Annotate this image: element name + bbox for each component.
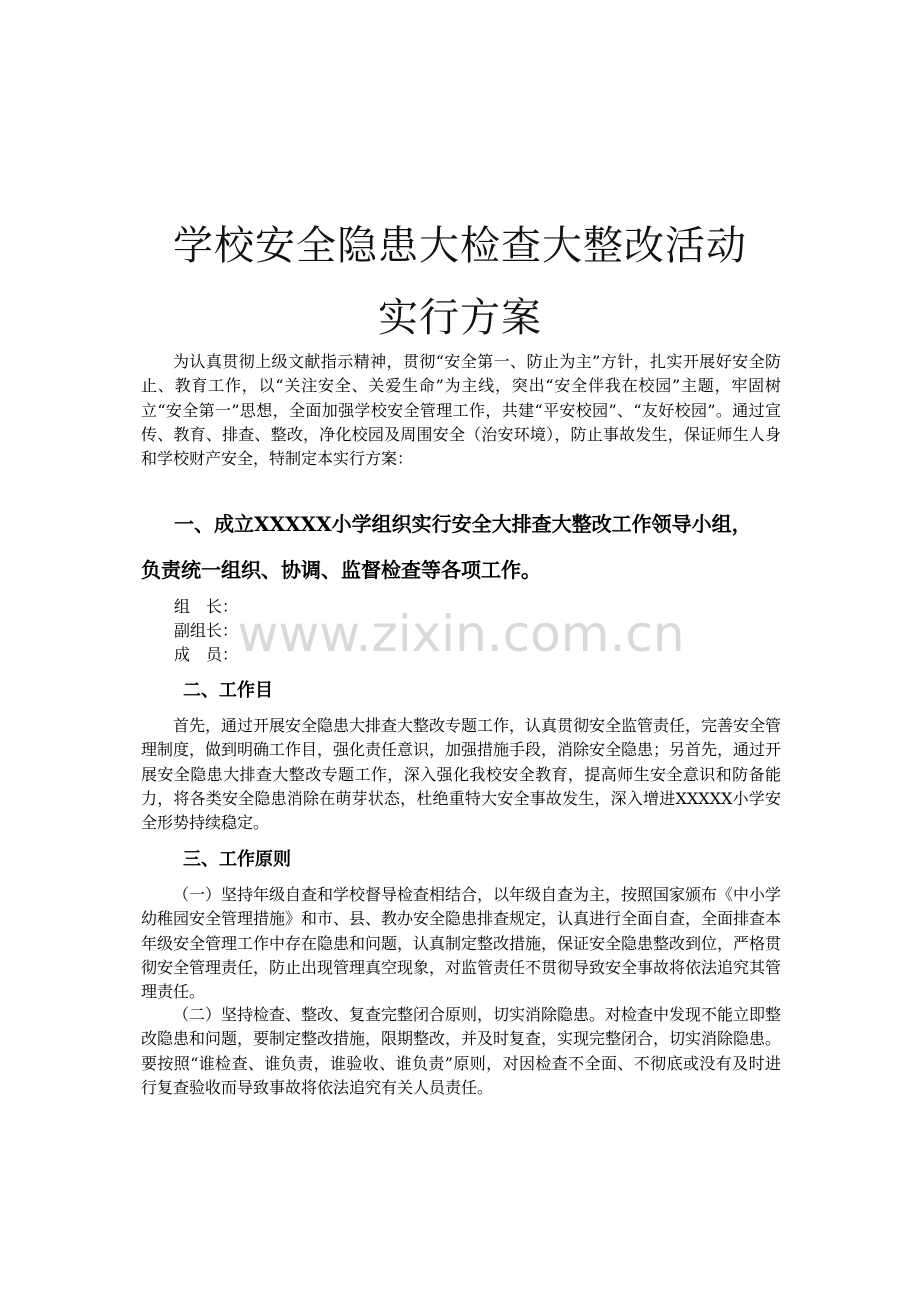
member-members: 成 员： [174, 645, 239, 664]
section2-heading: 二、工作目 [183, 680, 273, 701]
document-title-line2: 实行方案 [378, 295, 542, 341]
section1-heading-line1: 一、成立XXXXX小学组织实行安全大排查大整改工作领导小组， [174, 512, 752, 536]
section1-heading-line2: 负责统一组织、协调、监督检查等各项工作。 [141, 558, 541, 582]
intro-paragraph: 为认真贯彻上级文献指示精神，贯彻“安全第一、防止为主”方针，扎实开展好安全防止、教育工作，以“关注安全、关爱生命”为主线，突出“安全伴我在校园”主题，牢固树立“安全第一”思想，全面加强学校安全管理工作，共建“平安校园”、“友好校园”。通过宣传、教育、排查、整改，净化校园及周围安全（治安环境），防止事故发生，保证师生人身和学校财产安全，特制定本实行方案： [141, 352, 781, 469]
section3-heading: 三、工作原则 [183, 849, 291, 870]
watermark: www.zixin.com.cn [237, 605, 685, 663]
principle1-paragraph: （一）坚持年级自查和学校督导检查相结合，以年级自查为主，按照国家颁布《中小学幼稚园安全管理措施》和市、县、教办安全隐患排查规定，认真进行全面自查，全面排查本年级安全管理工作中存在隐患和问题，认真制定整改措施，保证安全隐患整改到位，严格贯彻安全管理责任，防止出现管理真空现象，对监管责任不贯彻导致安全事故将依法追究其管理责任。 [141, 885, 782, 1002]
member-leader: 组 长： [174, 597, 239, 616]
section2-paragraph: 首先，通过开展安全隐患大排查大整改专题工作，认真贯彻安全监管责任，完善安全管理制度，做到明确工作目，强化责任意识，加强措施手段，消除安全隐患；另首先，通过开展安全隐患大排查大整改专题工作，深入强化我校安全教育，提高师生安全意识和防备能力，将各类安全隐患消除在萌芽状态，杜绝重特大安全事故发生，深入增进XXXXX小学安全形势持续稳定。 [141, 716, 782, 833]
principle2-paragraph: （二）坚持检查、整改、复查完整闭合原则，切实消除隐患。对检查中发现不能立即整改隐患和问题，要制定整改措施，限期整改，并及时复查，实现完整闭合，切实消除隐患。要按照“谁检查、谁负责，谁验收、谁负责”原则，对因检查不全面、不彻底或没有及时进行复查验收而导致事故将依法追究有关人员责任。 [141, 1005, 782, 1097]
member-deputy-leader: 副组长： [174, 621, 239, 640]
document-title-line1: 学校安全隐患大检查大整改活动 [173, 223, 747, 269]
